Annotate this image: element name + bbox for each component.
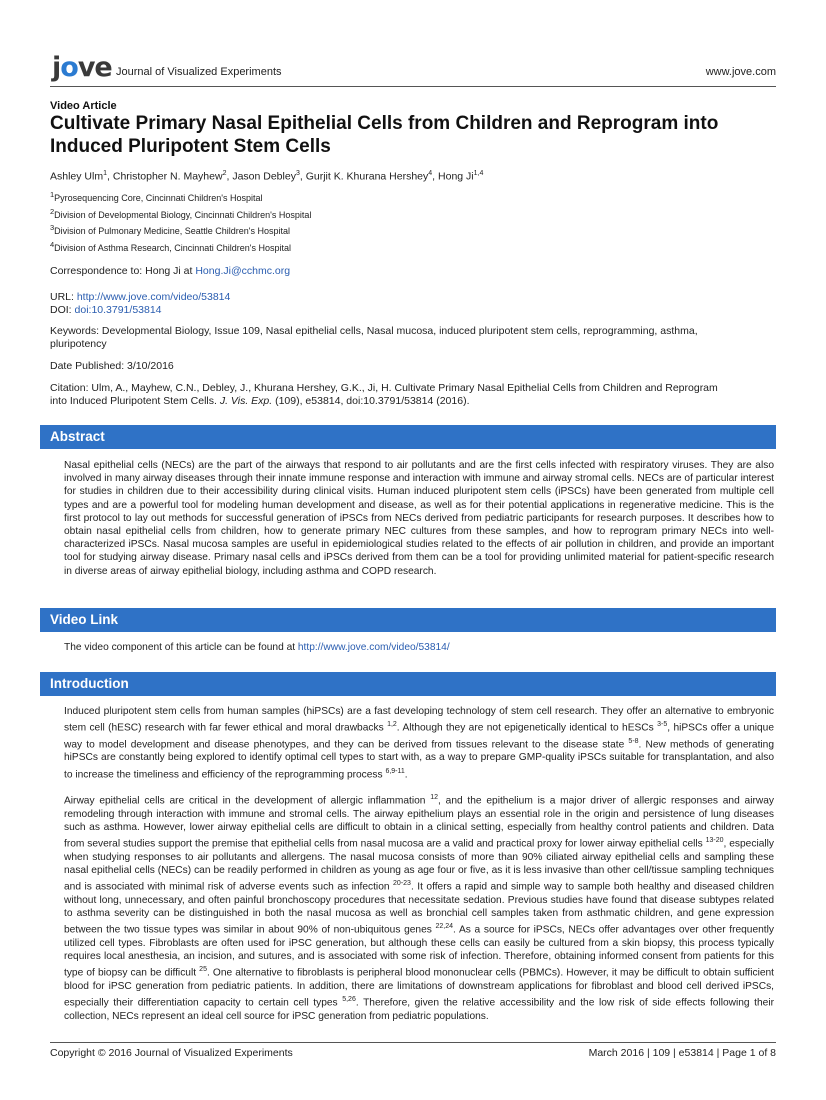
- doi-link[interactable]: doi:10.3791/53814: [74, 304, 162, 316]
- citation-ref[interactable]: 3-5: [657, 721, 668, 729]
- author-affiliation-ref: 3: [295, 170, 300, 177]
- citation-journal: J. Vis. Exp.: [219, 395, 273, 407]
- author-name: Gurjit K. Khurana Hershey: [305, 170, 429, 183]
- affiliation-number: 3: [50, 223, 55, 233]
- page-info: March 2016 | 109 | e53814 | Page 1 of 8: [588, 1047, 776, 1059]
- citation-ref[interactable]: 22,24: [435, 923, 454, 931]
- article-type: Video Article: [50, 100, 117, 112]
- page-footer: [50, 1042, 776, 1059]
- affiliation-text: Division of Developmental Biology, Cincinnati Children's Hospital: [54, 209, 312, 220]
- citation-line-2-end: (109), e53814, doi:10.3791/53814 (2016).: [272, 395, 470, 407]
- journal-name: Journal of Visualized Experiments: [116, 66, 282, 78]
- citation: [50, 382, 718, 408]
- citation-ref[interactable]: 6,9-11: [385, 767, 405, 775]
- author-affiliation-ref: 2: [222, 170, 227, 177]
- video-link-text: [64, 641, 774, 654]
- author-name: Ashley Ulm: [50, 170, 104, 183]
- author-list: Ashley Ulm$^1$, Christopher N. Mayhew$^2$, Jason Debley$^3$, Gurjit K. Khurana Hershey$^4$, Hong Ji$^{1,4}$: [50, 170, 484, 183]
- correspondence-email-link[interactable]: Hong.Ji@cchmc.org: [195, 265, 291, 277]
- citation-ref[interactable]: 13-20: [705, 837, 724, 845]
- author-name: Christopher N. Mayhew: [112, 170, 223, 183]
- affiliation-number: 1: [50, 190, 55, 199]
- citation-ref[interactable]: 20-23: [393, 880, 411, 888]
- affiliation-text: Division of Asthma Research, Cincinnati Children's Hospital: [54, 242, 291, 253]
- author-name: Jason Debley: [232, 170, 296, 183]
- copyright: Copyright © 2016 Journal of Visualized Experiments: [50, 1047, 293, 1059]
- article-identifiers: [50, 291, 230, 317]
- author-affiliation-ref: 4: [428, 170, 433, 177]
- affiliation-text: Pyrosequencing Core, Cincinnati Children's Hospital: [54, 193, 263, 203]
- page-header: [50, 52, 776, 87]
- abstract-heading: Abstract: [40, 425, 776, 449]
- correspondence-label: Correspondence to: Hong Ji at: [50, 265, 196, 277]
- introduction-heading: Introduction: [40, 672, 776, 696]
- doi-label: DOI:: [50, 304, 75, 316]
- url-label: URL:: [50, 291, 77, 303]
- affiliation-text: Division of Pulmonary Medicine, Seattle Children's Hospital: [54, 226, 290, 237]
- author-affiliation-ref: 1: [103, 170, 108, 177]
- affiliation-list: [50, 190, 311, 256]
- author-affiliation-ref: 1,4: [473, 170, 484, 177]
- keywords-line-2: pluripotency: [50, 338, 107, 350]
- article-url-link[interactable]: http://www.jove.com/video/53814: [76, 291, 231, 303]
- citation-line-2: into Induced Pluripotent Stem Cells.: [50, 395, 220, 407]
- date-published: Date Published: 3/10/2016: [50, 360, 174, 372]
- citation-ref[interactable]: 5-8: [628, 737, 639, 745]
- logo-ve: ve: [77, 52, 112, 83]
- affiliation-item: [50, 190, 311, 207]
- affiliation-item: [50, 223, 311, 240]
- affiliation-item: [50, 240, 311, 257]
- author-name: Hong Ji: [438, 170, 474, 183]
- affiliation-number: 4: [50, 239, 55, 249]
- keywords-line-1: Keywords: Developmental Biology, Issue 109, Nasal epithelial cells, Nasal mucosa, induced pluripotent stem cells, reprogramming, asthma,: [50, 325, 698, 337]
- article-title: Cultivate Primary Nasal Epithelial Cells from Children and Reprogram into Induced Pluripotent Stem Cells: [50, 113, 719, 157]
- correspondence: [50, 265, 290, 277]
- logo-o-icon: o: [60, 52, 78, 83]
- affiliation-number: 2: [50, 206, 55, 216]
- video-link-heading: Video Link: [40, 608, 776, 632]
- citation-line-1: Citation: Ulm, A., Mayhew, C.N., Debley, J., Khurana Hershey, G.K., Ji, H. Cultivate Primary Nasal Epithelial Cells from Children and Reprogram: [50, 382, 718, 394]
- logo-j: j: [52, 52, 61, 83]
- abstract-text: Nasal epithelial cells (NECs) are the part of the airways that respond to air pollutants and are the first cells infected with respiratory viruses. They are also involved in many airway diseases through their innate immune response and interaction with immune and airway stromal cells. NECs are of particular interest for studies in children due to their accessibility during clinical visits. Human induced pluripotent stem cells (iPSCs) have been generated from multiple cell types and are a powerful tool for modeling human development and disease, as well as for their potential applications in regenerative medicine. This is the first protocol to lay out methods for successful generation of iPSCs from NECs derived from pediatric participants for research purposes. It describes how to obtain nasal epithelial cells from children, how to generate primary NEC cultures from these samples, and how to reprogram primary NECs into well-characterized iPSCs. Nasal mucosa samples are useful in epidemiological studies related to the effects of air pollution in children, and provide an important tool for studying airway disease. Primary nasal cells and iPSCs derived from them can be a tool for providing unlimited material for patient-specific research in diverse areas of airway epithelial biology, including asthma and COPD research.: [64, 460, 774, 577]
- video-link-label: The video component of this article can be found at: [64, 642, 298, 653]
- citation-ref[interactable]: 12: [430, 794, 439, 802]
- keywords: [50, 325, 698, 351]
- citation-ref[interactable]: 5,26: [342, 995, 356, 1003]
- citation-ref[interactable]: 25: [199, 966, 207, 974]
- video-link-url[interactable]: http://www.jove.com/video/53814/: [297, 642, 450, 653]
- jove-logo[interactable]: [52, 52, 112, 83]
- intro-paragraph-2: Airway epithelial cells are critical in the development of allergic inflammation $^{12}$, and the epithelium is a major driver of allergic responses and airway remodeling through interaction with immune and stromal cells. The airway epithelium plays an essential role in the origin and persistence of lung diseases such as asthma. However, lower airway epithelial cells are difficult to obtain in a clinical setting, especially from healthy control patients and children. Data from several studies support the premise that epithelial cells from nasal mucosa are a valid and practical proxy for lower airway epithelial cells $^{13-20}$, especially when studying responses to air pollutants and allergens. The nasal mucosa consists of more than 90% ciliated airway epithelial cells and sampling these nasal epithelial cells (NECs) can be readily performed in children as young as age four or five, as it is less invasive than other cell/tissue sampling techniques and is associated with minimal risk of adverse events such as infection $^{20-23}$. It offers a rapid and simple way to sample both healthy and diseased children without long, unnecessary, and often painful bronchoscopy procedures that necessitate sedation. Previous studies have found that disease subtypes related to asthma severity can be distinguished in both the nasal mucosa as well as bronchial cell samples taken from asthmatic children, and gene expression between the two tissue types was similar in about 90% of non-ubiquitous genes $^{22,24}$. As a source for iPSCs, NECs offer advantages over other frequently utilized cell types. Fibroblasts are often used for iPSC generation, but although these cells can easily be cultured from a skin biopsy, this process typically requires local anesthesia, an incision, and sutures, and is associated with some risk of infection. Therefore, obtaining informed consent from patients for this type of biopsy can be difficult $^{25}$. One alternative to fibroblasts is peripheral blood mononuclear cells (PBMCs). However, it may be difficult to obtain sufficient blood for iPSC generation from pediatric patients. In addition, there are limitations of downstream applications for fibroblast and blood cell derived iPSCs, especially their differentiation capacity to certain cell types $^{5,26}$. Therefore, given the relative accessibility and the low risk of side effects following their collection, NECs represent an ideal cell source for iPSC generation from pediatric populations.: [64, 794, 774, 1022]
- journal-site-link[interactable]: www.jove.com: [705, 66, 776, 78]
- citation-ref[interactable]: 1,2: [387, 721, 397, 729]
- affiliation-item: [50, 207, 311, 224]
- introduction-body: [64, 705, 774, 1033]
- intro-paragraph-1: Induced pluripotent stem cells from human samples (hiPSCs) are a fast developing technology of stem cell research. They offer an alternative to embryonic stem cell (hESC) research with far fewer ethical and moral drawbacks $^{1,2}$. Although they are not epigenetically identical to hESCs $^{3-5}$, hiPSCs offer a unique way to model development and disease phenotypes, and they can be derived from tissues relevant to the disease state $^{5-8}$. New methods of generating hiPSCs are constantly being explored to identify optimal cell types to start with, as a way to prepare GMP-quality iPSCs suitable for transplantation, and also to increase the timeliness and efficiency of the reprogramming process $^{6,9-11}$.: [64, 706, 774, 780]
